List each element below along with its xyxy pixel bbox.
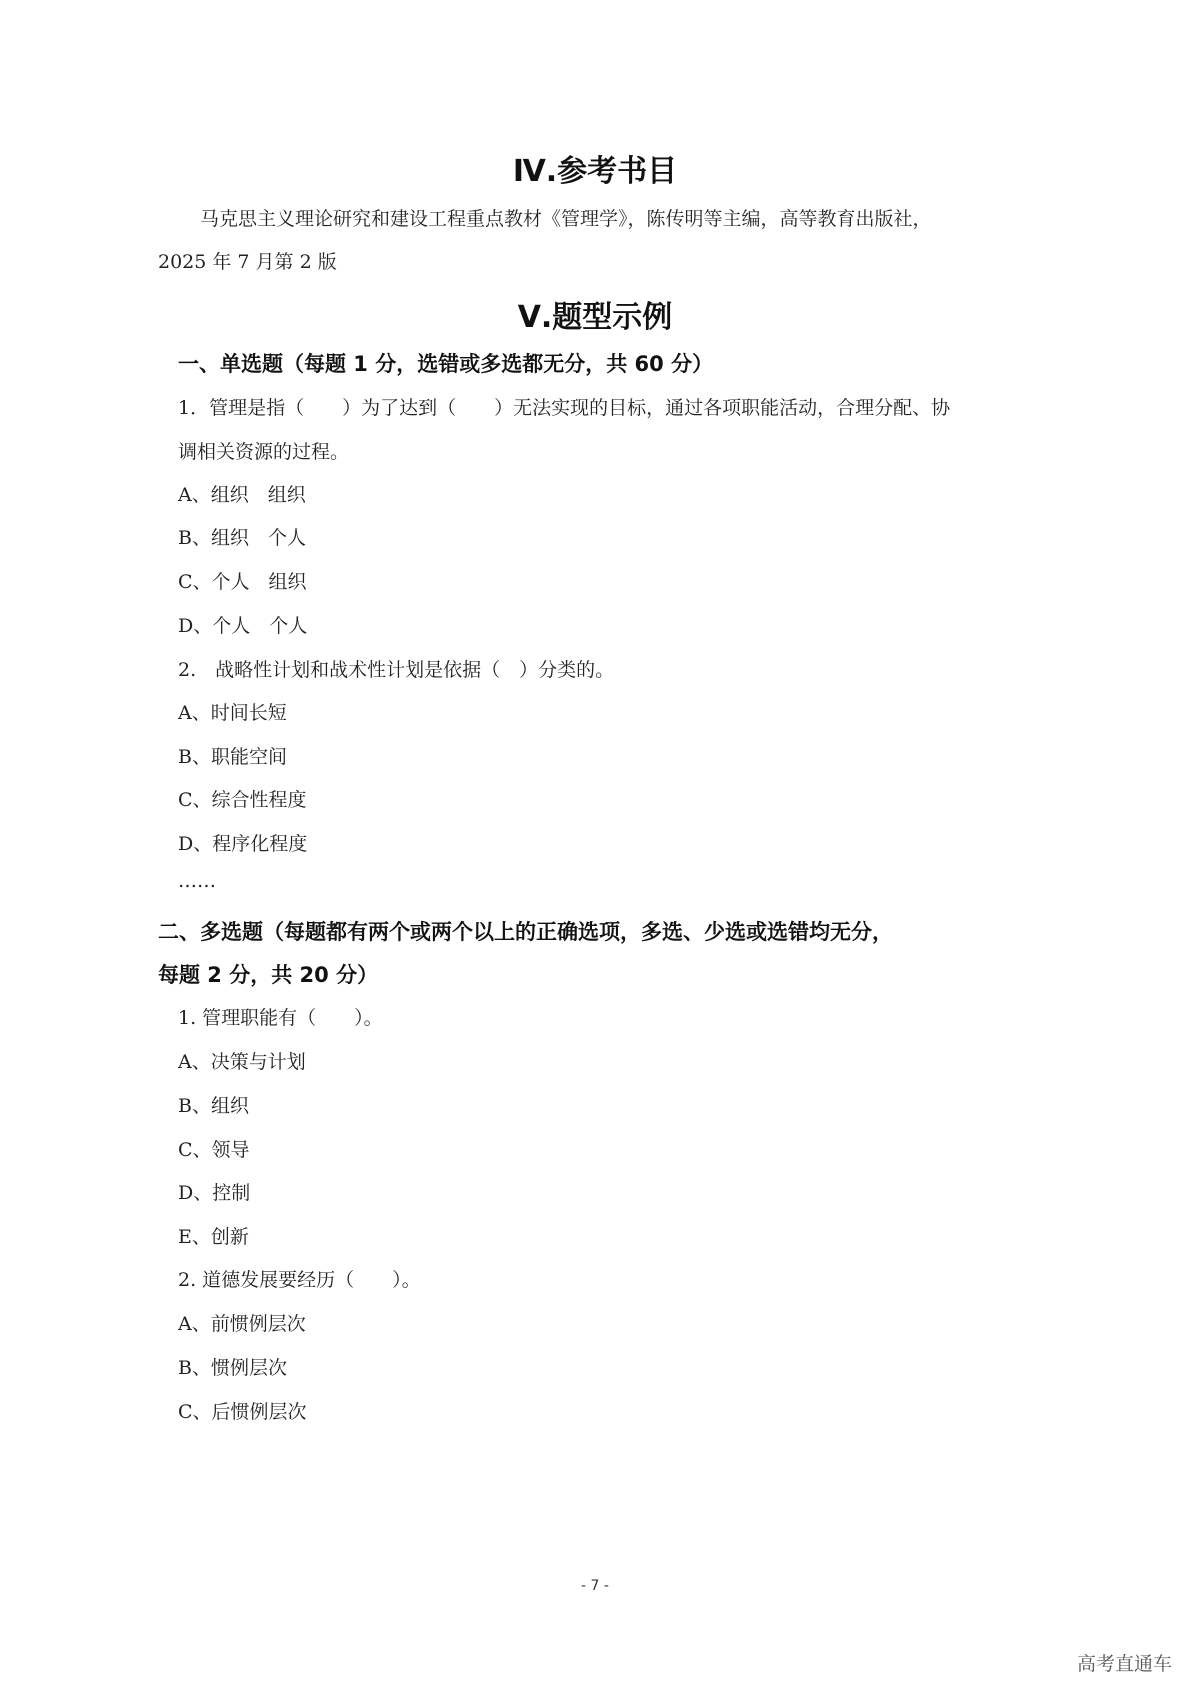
sc-q2-stem: 2. 战略性计划和战术性计划是依据（ ）分类的。 bbox=[178, 659, 615, 681]
sc-q2-option-d: D、程序化程度 bbox=[178, 833, 308, 855]
multi-choice-heading-line-2: 每题 2 分，共 20 分） bbox=[158, 963, 379, 987]
sc-q1-stem-line-2: 调相关资源的过程。 bbox=[178, 441, 350, 463]
sc-q1-stem-line-1: 1．管理是指（ ）为了达到（ ）无法实现的目标，通过各项职能活动，合理分配、协 bbox=[178, 397, 951, 419]
sc-q2-option-a: A、时间长短 bbox=[178, 702, 287, 724]
section-heading-references: Ⅳ.参考书目 bbox=[512, 154, 678, 189]
sc-q1-option-d: D、个人 个人 bbox=[178, 615, 308, 637]
mc-q1-option-b: B、组织 bbox=[178, 1095, 249, 1117]
mc-q1-option-e: E、创新 bbox=[178, 1226, 249, 1248]
mc-q2-stem: 2. 道德发展要经历（ ）。 bbox=[178, 1269, 421, 1291]
reference-text-line-1: 马克思主义理论研究和建设工程重点教材《管理学》，陈传明等主编，高等教育出版社， bbox=[200, 208, 932, 230]
sc-q2-option-c: C、综合性程度 bbox=[178, 789, 307, 811]
sc-q1-option-c: C、个人 组织 bbox=[178, 571, 307, 593]
multi-choice-heading-line-1: 二、多选题（每题都有两个或两个以上的正确选项，多选、少选或选错均无分， bbox=[158, 920, 893, 944]
sc-ellipsis: …… bbox=[178, 870, 216, 892]
mc-q2-option-a: A、前惯例层次 bbox=[178, 1313, 306, 1335]
sc-q1-option-b: B、组织 个人 bbox=[178, 527, 306, 549]
section-heading-question-examples: Ⅴ.题型示例 bbox=[517, 300, 673, 335]
mc-q1-stem: 1. 管理职能有（ ）。 bbox=[178, 1007, 383, 1029]
single-choice-heading: 一、单选题（每题 1 分，选错或多选都无分，共 60 分） bbox=[178, 352, 714, 376]
mc-q2-option-c: C、后惯例层次 bbox=[178, 1401, 307, 1423]
mc-q1-option-c: C、领导 bbox=[178, 1139, 250, 1161]
mc-q2-option-b: B、惯例层次 bbox=[178, 1357, 287, 1379]
mc-q1-option-a: A、决策与计划 bbox=[178, 1051, 306, 1073]
watermark: 高考直通车 bbox=[1076, 1653, 1172, 1675]
sc-q2-option-b: B、职能空间 bbox=[178, 746, 287, 768]
sc-q1-option-a: A、组织 组织 bbox=[178, 484, 306, 506]
reference-text-line-2: 2025 年 7 月第 2 版 bbox=[158, 251, 337, 273]
page-number: - 7 - bbox=[581, 1578, 609, 1594]
mc-q1-option-d: D、控制 bbox=[178, 1182, 251, 1204]
